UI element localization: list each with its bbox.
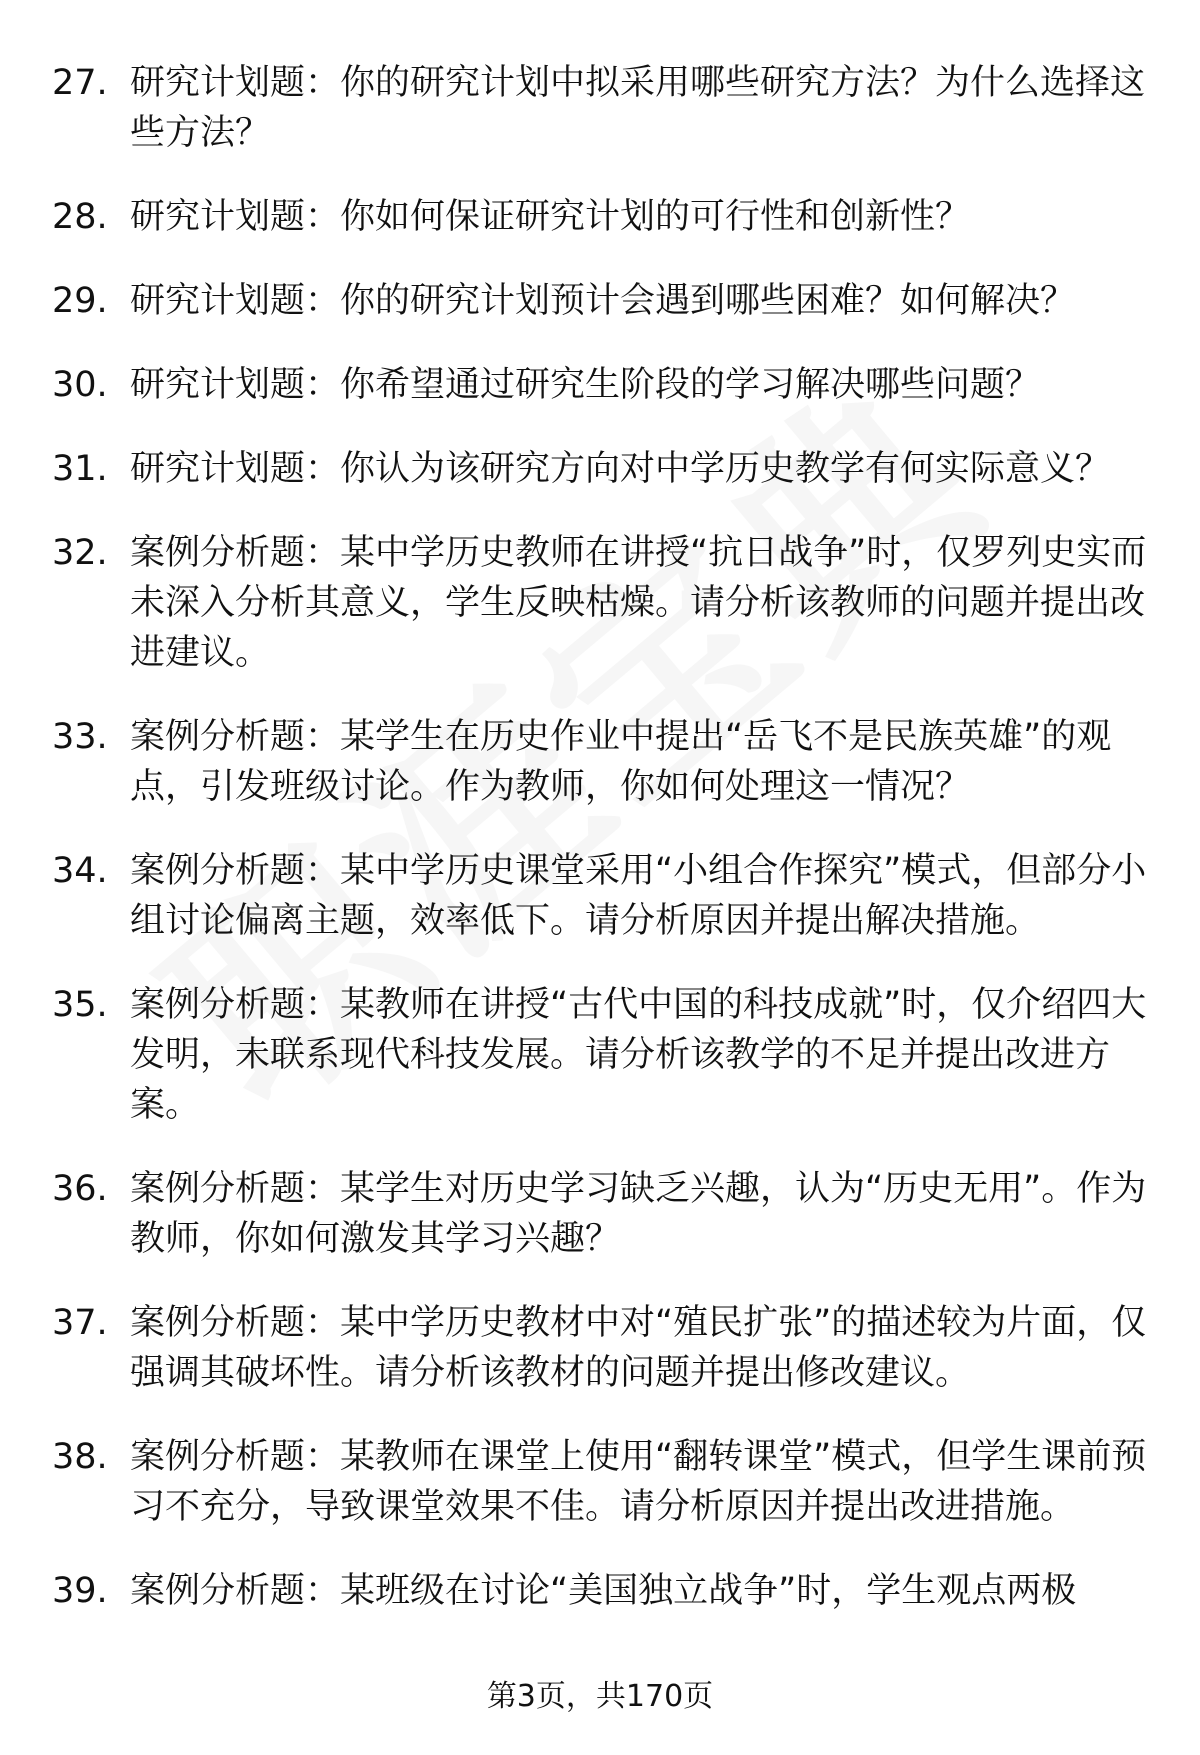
question-item	[52, 712, 1162, 812]
question-number: 30.	[52, 365, 108, 405]
question-item	[52, 1164, 1162, 1264]
question-text: 研究计划题：你希望通过研究生阶段的学习解决哪些问题？	[130, 365, 1041, 405]
question-text: 案例分析题：某学生对历史学习缺乏兴趣，认为“历史无用”。作为教师，你如何激发其学习兴趣？	[130, 1169, 1147, 1259]
question-text: 研究计划题：你认为该研究方向对中学历史教学有何实际意义？	[130, 449, 1111, 489]
question-number: 38.	[52, 1437, 108, 1477]
question-text: 研究计划题：你的研究计划预计会遇到哪些困难？如何解决？	[130, 281, 1076, 321]
question-text: 案例分析题：某中学历史课堂采用“小组合作探究”模式，但部分小组讨论偏离主题，效率低下。请分析原因并提出解决措施。	[130, 851, 1147, 941]
question-item	[52, 276, 1162, 326]
question-list	[52, 58, 1162, 1650]
question-text: 案例分析题：某中学历史教师在讲授“抗日战争”时，仅罗列史实而未深入分析其意义，学生反映枯燥。请分析该教师的问题并提出改进建议。	[130, 533, 1147, 673]
question-number: 28.	[52, 197, 108, 237]
question-item	[52, 360, 1162, 410]
question-item	[52, 192, 1162, 242]
question-text: 研究计划题：你的研究计划中拟采用哪些研究方法？为什么选择这些方法？	[130, 63, 1146, 153]
question-number: 33.	[52, 717, 108, 757]
question-number: 36.	[52, 1169, 108, 1209]
question-text: 案例分析题：某教师在课堂上使用“翻转课堂”模式，但学生课前预习不充分，导致课堂效果不佳。请分析原因并提出改进措施。	[130, 1437, 1147, 1527]
question-number: 39.	[52, 1571, 108, 1611]
question-item	[52, 1298, 1162, 1398]
question-item	[52, 528, 1162, 678]
question-text: 案例分析题：某教师在讲授“古代中国的科技成就”时，仅介绍四大发明，未联系现代科技发展。请分析该教学的不足并提出改进方案。	[130, 985, 1147, 1125]
question-number: 31.	[52, 449, 108, 489]
question-item	[52, 846, 1162, 946]
question-text: 研究计划题：你如何保证研究计划的可行性和创新性？	[130, 197, 971, 237]
question-item	[52, 1566, 1162, 1616]
question-text: 案例分析题：某班级在讨论“美国独立战争”时，学生观点两极	[130, 1571, 1077, 1611]
question-item	[52, 1432, 1162, 1532]
question-number: 27.	[52, 63, 108, 103]
question-number: 34.	[52, 851, 108, 891]
page-footer: 第3页，共170页	[486, 1679, 714, 1714]
question-number: 29.	[52, 281, 108, 321]
question-number: 32.	[52, 533, 108, 573]
question-number: 37.	[52, 1303, 108, 1343]
question-text: 案例分析题：某中学历史教材中对“殖民扩张”的描述较为片面，仅强调其破坏性。请分析该教材的问题并提出修改建议。	[130, 1303, 1147, 1393]
question-text: 案例分析题：某学生在历史作业中提出“岳飞不是民族英雄”的观点，引发班级讨论。作为教师，你如何处理这一情况？	[130, 717, 1112, 807]
question-item	[52, 444, 1162, 494]
question-number: 35.	[52, 985, 108, 1025]
question-item	[52, 980, 1162, 1130]
question-item	[52, 58, 1162, 158]
